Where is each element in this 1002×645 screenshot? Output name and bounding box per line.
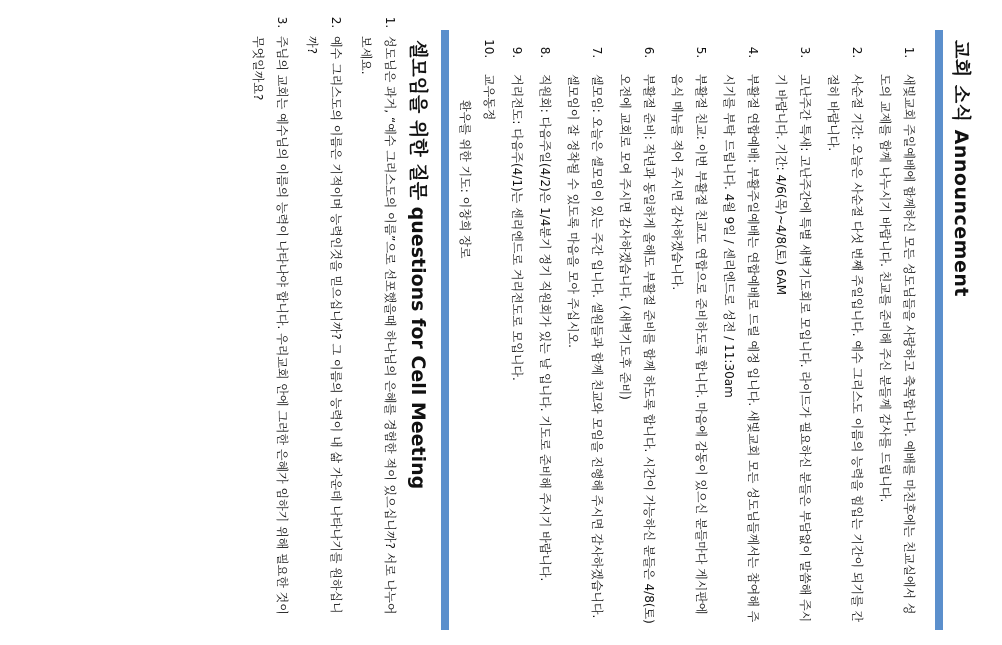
section-divider: [935, 30, 943, 630]
question-text: 주님의 교회는 예수님의 이름의 능력이 나타나야 합니다. 우리교회 안에 그러한 은혜가 임하기 위해 필요한 것이 무엇일까요?: [251, 36, 289, 615]
announcement-text: 7. 셀모임: 오늘은 셀모임이 있는 주간 입니다. 셀원들과 함께 친교와 모임을 진행해 주시면 감사하겠습니다. 셀모임이 잘 정착될 수 있도록 마음을 모아 주십시오.: [566, 74, 604, 619]
list-item: [354, 32, 402, 625]
list-item: [505, 62, 529, 625]
announcement-list: [453, 10, 921, 625]
section-divider: [441, 30, 449, 630]
question-text: 성도님은 과거, “예수 그리스도의 이름”으로 선포했을때 하나님의 은혜를 경험한 적이 있으십니까? 서로 나누어 보세요.: [359, 36, 397, 615]
announcement-text: 3. 고난주간 특새: 고난주간에 특별 새벽기도회로 모입니다. 라이드가 필요하신 분들은 부담없이 말씀해 주시기 바랍니다. 기간: 4/6(목)~4/8(토) 6AM: [774, 74, 812, 623]
question-list: [246, 10, 402, 625]
list-item: [873, 62, 921, 625]
announcement-text: 9. 거리전도: 다음주(4/1)는 센리엔드로 거리전도로 모입니다.: [510, 74, 524, 381]
announcement-text: 2. 사순절 기간: 오늘은 사순절 다섯 번째 주일입니다. 예수 그리스도 이름의 능력을 힘입는 기간이 되기를 간절히 바랍니다.: [826, 74, 864, 623]
announcement-text: 8. 직원회: 다음주일(4/2)은 1/4분기 정기 직원회가 있는 날 입니다. 기도로 준비해 주시기 바랍니다.: [538, 74, 552, 582]
announcement-subtext: 환우를 위한 기도: 이창희 장로: [458, 100, 472, 259]
cell-meeting-title: 셀모임을 위한 질문 questions for Cell Meeting: [407, 40, 429, 490]
list-item: [300, 32, 348, 625]
announcement-text: 6. 부활절 준비: 작년과 동일하게 올해도 부활절 준비를 함께 하도록 합니다. 시간이 가능하신 분들은 4/8(토) 오전에 교회로 모여 주시면 감사하겠습니다. (새벽기도후 준비): [618, 74, 656, 624]
announcement-title: 교회 소식 Announcement: [950, 40, 972, 297]
list-item: [665, 62, 713, 625]
announcement-text: 10. 교우동정: [482, 74, 496, 121]
question-text: 예수 그리스도의 이름은 기적이며 능력인것을 믿으십니까? 그 이름의 능력이 내 삶 가운데 나타나기를 원하십니까?: [305, 36, 343, 614]
announcement-text: 1. 새빛교회 주일예배에 함께하신 모든 성도님들을 사랑하고 축복합니다. 예배를 마친후에는 친교실에서 성도의 교제를 함께 나누시기 바랍니다. 친교를 준비해 주신 분들께 감사를 드립니다.: [878, 74, 916, 615]
list-item: [717, 62, 765, 625]
announcement-text: 4. 부활절 연합예배: 부활주일예배는 연합예배로 드릴 예정 입니다. 새빛교회 모든 성도님들께서는 참여해 주시기를 부탁 드립니다. 4월 9일 / 센리엔드로 성전 / 11:30am: [722, 74, 760, 623]
announcement-text: 5. 부활절 친교: 이번 부활절 친교도 연합으로 준비하도록 합니다. 마음에 감동이 있으신 분들마다 게시판에 음식 메뉴를 적어 주시면 감사하겠습니다.: [670, 74, 708, 615]
list-item: [453, 62, 501, 625]
list-item: [533, 62, 557, 625]
list-item: [821, 62, 869, 625]
list-item: [561, 62, 609, 625]
list-item: [246, 32, 294, 625]
list-item: [769, 62, 817, 625]
list-item: [613, 62, 661, 625]
